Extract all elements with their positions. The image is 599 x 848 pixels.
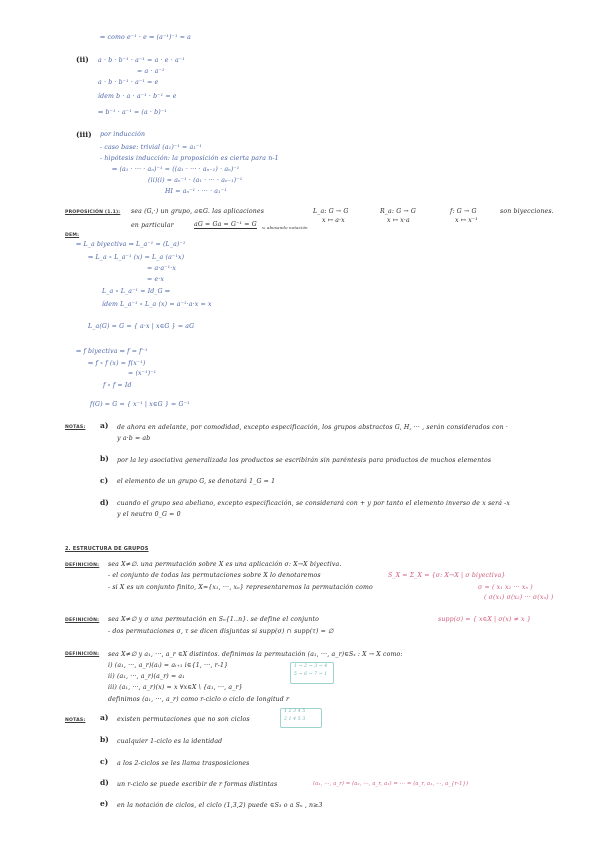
proof-line: ⇒ (a₁ · ··· · aₙ)⁻¹ = ((a₁ · ··· · aₙ₋₁) · aₙ)⁻¹: [112, 166, 240, 173]
proof-line: a · b · b⁻¹ · a⁻¹ = a · e · a⁻¹: [98, 57, 185, 64]
proof-line: a · b · b⁻¹ · a⁻¹ = e: [98, 79, 159, 86]
note-marker: b): [100, 454, 109, 463]
note-text: y a·b = ab: [117, 435, 151, 442]
permutation-matrix-top: σ = ( x₁ x₂ ··· xₙ ): [478, 584, 533, 591]
map-right-translation: R_a: G → G: [380, 208, 416, 215]
note-marker: d): [100, 778, 109, 787]
section-heading: 2. ESTRUCTURA DE GRUPOS: [65, 546, 149, 552]
map-left-translation-rule: x ↦ a·x: [322, 217, 345, 224]
proof-line: (ii)(i) = aₙ⁻¹ · (a₁ · ··· · aₙ₋₁)⁻¹: [148, 177, 243, 184]
cycle-rule-i: i) (a₁, ···, a_r)(aᵢ) = aᵢ₊₁ i∈{1, ···, r-1}: [108, 662, 229, 669]
item-marker-iii: (iii): [76, 130, 92, 139]
proof-line: HI = aₙ⁻¹ · ··· · a₁⁻¹: [165, 188, 227, 195]
proof-line: L_a ∘ L_a⁻¹ = Id_G ⇒: [102, 288, 171, 295]
definition-text: sea X≠∅ y σ una permutación en Sₙ{1..n}. se define el conjunto: [108, 616, 319, 623]
proof-line: f ∘ f = Id: [103, 382, 132, 389]
note-text: y el neutro 0_G = 0: [117, 511, 181, 518]
map-right-translation-rule: x ↦ x·a: [387, 217, 410, 224]
note-marker: a): [100, 713, 109, 722]
proof-line: ⇒ como e⁻¹ · e ⇒ (a⁻¹)⁻¹ = a: [100, 34, 192, 41]
item-marker-ii: (ii): [76, 55, 89, 64]
map-inverse: f: G → G: [450, 208, 477, 215]
map-inverse-rule: x ↦ x⁻¹: [455, 217, 478, 224]
definition-tail: definimos (a₁, ···, a_r) como r-ciclo o ciclo de longitud r: [108, 696, 290, 703]
note-marker: d): [100, 498, 109, 507]
proof-line: por inducción: [100, 131, 146, 138]
map-left-translation: L_a: G → G: [313, 208, 349, 215]
note-text: el elemento de un grupo G, se denotará 1_G = 1: [117, 478, 276, 485]
notes-label: NOTAS:: [65, 425, 86, 430]
note-marker: b): [100, 735, 109, 744]
proposition-label: PROPOSICIÓN (1.1):: [65, 210, 121, 215]
proof-label: DEM:: [65, 233, 80, 238]
proof-line: = a·a⁻¹·x: [147, 265, 177, 272]
definition-text: sea X≠∅ y a₁, ···, a_r ∈X distintos. definimos la permutación (a₁, ···, a_r)∈Sₓ : X → X como:: [108, 651, 403, 658]
note-text: cuando el grupo sea abeliano, excepto especificación, se considerará con + y por tanto el elemento inverso de x será -x: [117, 500, 511, 507]
proof-line: ídem L_a⁻¹ ∘ L_a (x) = a⁻¹·a·x = x: [102, 301, 212, 308]
note-text: existen permutaciones que no son ciclos: [117, 716, 250, 723]
permutation-matrix-bottom: ( σ(x₁) σ(x₂) ··· σ(xₙ) ): [484, 594, 554, 601]
proof-line: = a · a⁻¹: [137, 68, 165, 75]
definition-label: DEFINICIÓN:: [65, 563, 100, 568]
proof-line: ⇒ L_a ∘ L_a⁻¹ (x) = L_a (a⁻¹x): [88, 254, 185, 261]
definition-text: sea X≠∅. una permutación sobre X es una aplicación σ: X→X biyectiva.: [108, 561, 342, 568]
cycle-example-top: 1 → 2 → 3 → 4: [294, 664, 328, 669]
cycle-rule-ii: ii) (a₁, ···, a_r)(a_r) = a₁: [108, 673, 185, 680]
note-text: por la ley asociativa generalizada los productos se escribirán sin paréntesis para productos de muchos elementos: [117, 457, 492, 464]
proof-line: ⇒ b⁻¹ · a⁻¹ = (a · b)⁻¹: [98, 109, 167, 116]
note-marker: c): [100, 757, 109, 766]
cycle-rotations: (a₁, ···, a_r) = (a₂, ···, a_r, a₁) = ··· = (a_r, a₁, ···, a_{r-1}): [313, 781, 469, 787]
notes-label: NOTAS:: [65, 718, 86, 723]
cycle-rule-iii: iii) (a₁, ···, a_r)(x) = x ∀x∈X \ {a₁, ···, a_r}: [108, 684, 243, 691]
definition-label: DEFINICIÓN:: [65, 652, 100, 657]
note-text: a los 2-ciclos se les llama trasposiciones: [117, 760, 250, 767]
note-marker: e): [100, 799, 109, 808]
note-text: cualquier 1-ciclo es la identidad: [117, 738, 223, 745]
note-marker: c): [100, 476, 109, 485]
proof-line: ⇒ f biyectiva ⇒ f = f⁻¹: [76, 348, 148, 355]
proof-line: ídem b · a · a⁻¹ · b⁻¹ = e: [98, 93, 177, 100]
permutation-set-definition: S_X = Σ_X = {σ: X→X | σ biyectiva}: [388, 572, 506, 579]
proposition-formula: aG = Ga = G⁻¹ = G: [194, 221, 257, 228]
proof-line: L_a(G) = G = { a·x | x∈G } = aG: [88, 323, 195, 330]
note-text: en la notación de ciclos, el ciclo (1,3,2) puede ∈S₃ o a Sₙ , n≥3: [117, 802, 323, 809]
counterexample-top: 1 2 3 4 5: [284, 709, 306, 714]
definition-bullet: - si X es un conjunto finito, X={x₁, ···, xₙ} representaremos la permutación como: [108, 584, 373, 591]
proof-line: - caso base: trivial (a₁)⁻¹ = a₁⁻¹: [100, 144, 203, 151]
proof-line: ⇒ f ∘ f (x) = f(x⁻¹): [88, 360, 146, 367]
definition-bullet: - el conjunto de todas las permutaciones sobre X lo denotaremos: [108, 572, 321, 579]
proof-line: f(G) = G = { x⁻¹ | x∈G } = G⁻¹: [90, 401, 190, 408]
proof-line: = e·x: [147, 276, 165, 283]
counterexample-bottom: 2 1 4 5 3: [284, 717, 306, 722]
proposition-text: son biyecciones.: [500, 208, 554, 215]
definition-bullet: - dos permutaciones σ, τ se dicen disjuntas si supp(σ) ∩ supp(τ) = ∅: [108, 628, 334, 635]
proposition-text: en particular: [131, 222, 174, 229]
proposition-text: sea (G,·) un grupo, a∈G. las aplicaciones: [131, 208, 265, 215]
definition-label: DEFINICIÓN:: [65, 618, 100, 623]
note-marker: a): [100, 421, 109, 430]
formula-note: ⇐ abusando notación: [262, 225, 308, 230]
note-text: un r-ciclo se puede escribir de r formas distintas: [117, 781, 278, 788]
proof-line: ⇒ L_a biyectiva ⇒ L_a⁻¹ = (L_a)⁻¹: [76, 241, 186, 248]
proof-line: - hipótesis inducción: la proposición es cierta para n-1: [100, 155, 279, 162]
proof-line: = (x⁻¹)⁻¹: [128, 370, 157, 377]
support-definition: supp(σ) = { x∈X | σ(x) ≠ x }: [438, 616, 531, 623]
cycle-example-bottom: 5 → 6 → 7 → 1: [294, 672, 328, 677]
note-text: de ahora en adelante, por comodidad, excepto especificación, los grupos abstractos G, H, ··· , serán considerados con ·: [117, 424, 508, 431]
